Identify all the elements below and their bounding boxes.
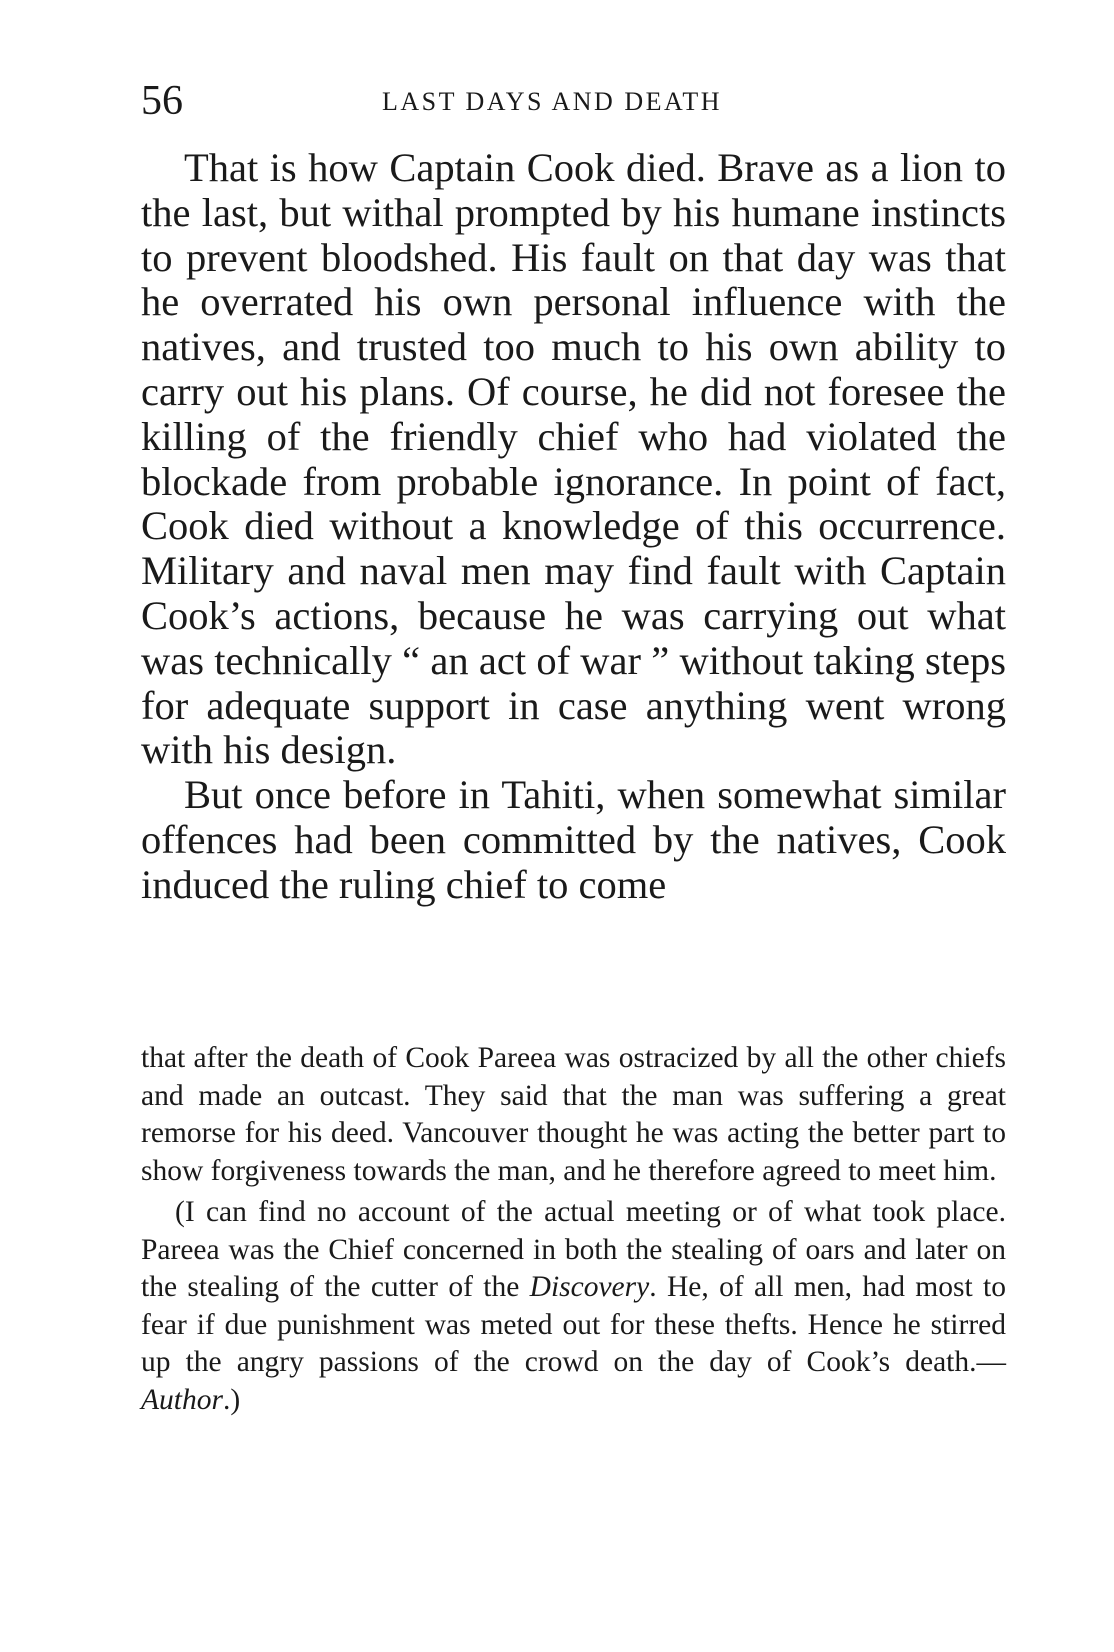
page-number: 56 — [141, 78, 183, 124]
footnote — [141, 1040, 1006, 1419]
body-paragraph-2: But once before in Tahiti, when somewhat similar offences had been committed by the natives, Cook induced the ruling chief to come — [141, 772, 1006, 907]
footnote-text-part-1: (I can find no account of the actual meeting or of what took place. Pareea was the Chief concerned in both the stealing of oars and later on the stealing of the cutter of the — [141, 1196, 1006, 1303]
author-tag: Author — [141, 1383, 223, 1416]
footnote-paragraph-2 — [141, 1194, 1006, 1419]
main-text — [141, 146, 1006, 908]
footnote-text-end: .) — [222, 1383, 241, 1416]
ship-name: Discovery — [529, 1271, 650, 1303]
footnote-paragraph-1: that after the death of Cook Pareea was ostracized by all the other chiefs and made an outcast. They said that the man was suffering a great remorse for his deed. Vancouver thought he was acting the better part to show forgiveness towards the man, and he therefore agreed to meet him. — [141, 1042, 1006, 1187]
body-paragraph-1: That is how Captain Cook died. Brave as a lion to the last, but withal prompted by his humane instincts to prevent bloodshed. His fault on that day was that he overrated his own personal influence with the natives, and trusted too much to his own ability to carry out his plans. Of course, he did not foresee the killing of the friendly chief who had violated the blockade from probable ignorance. In point of fact, Cook died without a knowledge of this occurrence. Military and naval men may find fault with Captain Cook’s actions, because he was carrying out what was technically “ an act of war ” without taking steps for adequate support in case anything went wrong with his design. — [141, 145, 1006, 773]
footnote-text-part-2: . He, of all men, had most to fear if due punishment was meted out for these thefts. Hence he stirred up the angry passions of the crowd on the day of Cook’s death.— — [141, 1271, 1006, 1378]
running-head — [141, 76, 1006, 126]
running-title: LAST DAYS AND DEATH — [382, 87, 723, 116]
